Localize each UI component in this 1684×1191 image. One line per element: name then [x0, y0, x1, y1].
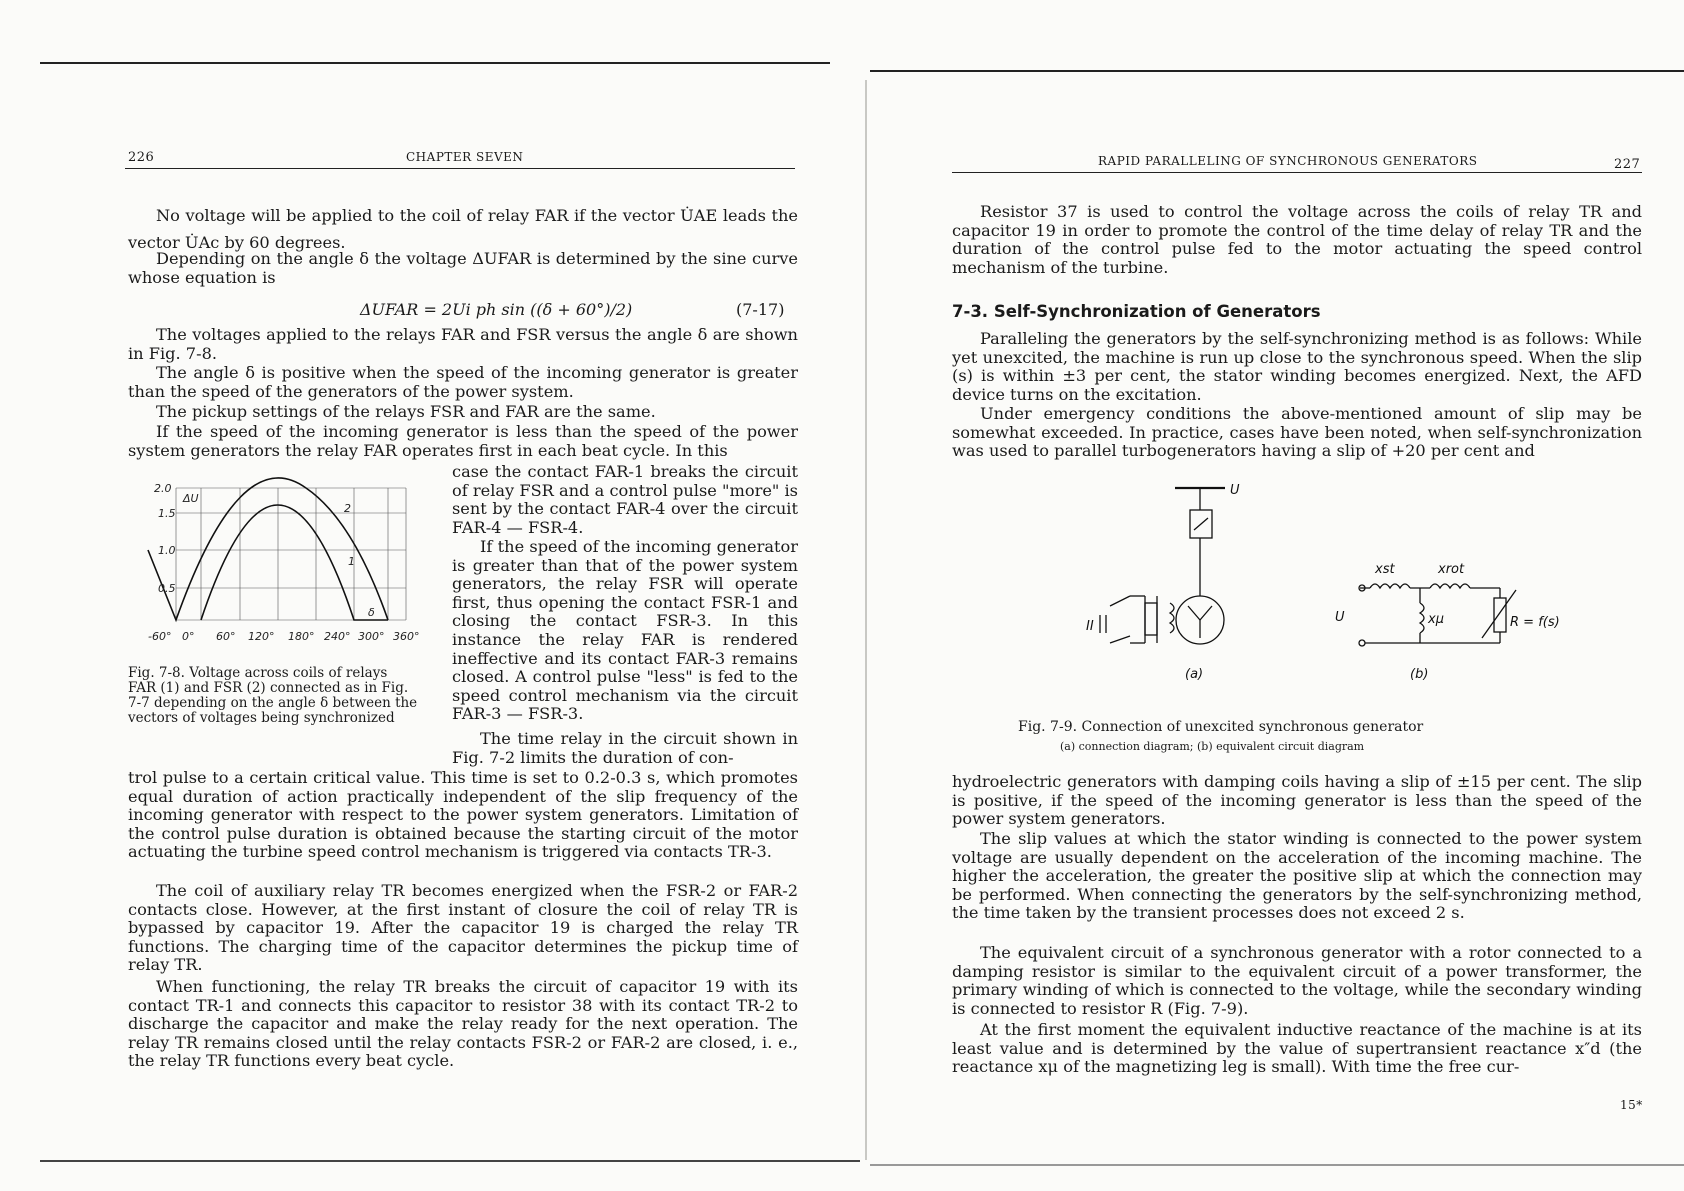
paragraph: No voltage will be applied to the coil of relay FAR if the vector U̇AE leads the vector U̇Ac by 60 degrees.	[128, 206, 798, 252]
paragraph: The voltages applied to the relays FAR and FSR versus the angle δ are shown in Fig. 7-8.	[128, 325, 798, 363]
field-resistor	[1145, 603, 1157, 635]
curve-2	[201, 505, 388, 620]
y-tick: 1.5	[158, 507, 176, 520]
paragraph: The time relay in the circuit shown in Fig. 7-2 limits the duration of con-	[452, 729, 798, 767]
label-U: U	[1230, 483, 1240, 498]
right-page	[870, 0, 1684, 1191]
switch-upper	[1110, 596, 1130, 606]
stator-reactance	[1370, 584, 1410, 588]
breaker-contact	[1194, 518, 1208, 530]
y-tick: 1.0	[158, 544, 176, 557]
paragraph: The coil of auxiliary relay TR becomes energized when the FSR-2 or FAR-2 contacts close. However, at the first instant of closure the coil of relay TR is bypassed by capacitor 19. After the capacitor 19 is charged the relay TR functions. The charging time of the capacitor determines the pickup time of relay TR.	[128, 881, 798, 975]
paragraph: Resistor 37 is used to control the voltage across the coils of relay TR and capacitor 19 in order to promote the control of the time delay of relay TR and the duration of the control pulse fed to the motor actuating the speed control mechanism of the turbine.	[952, 202, 1642, 277]
field-winding	[1170, 603, 1174, 633]
running-head-right: RAPID PARALLELING OF SYNCHRONOUS GENERATORS	[1098, 154, 1478, 168]
label-R: R = f(s)	[1510, 615, 1560, 630]
paragraph: Paralleling the generators by the self-synchronizing method is as follows: While yet unexcited, the machine is run up close to the synchronous speed. When the slip (s) is within ±3 per cent, the stator winding becomes energized. Next, the AFD device turns on the excitation.	[952, 329, 1642, 404]
paragraph: The slip values at which the stator winding is connected to the power system voltage are usually dependent on the acceleration of the incoming machine. The higher the acceleration, the greater the positive slip at which the connection may be performed. When connecting the generators by the self-synchronizing method, the time taken by the transient processes does not exceed 2 s.	[952, 829, 1642, 923]
terminal	[1359, 640, 1365, 646]
equation: ΔUFAR = 2Ui ph sin ((δ + 60°)/2)	[360, 300, 633, 319]
label-U: U	[1335, 610, 1345, 625]
y-tick: 2.0	[154, 482, 172, 495]
header-rule-right	[952, 172, 1642, 173]
paragraph: hydroelectric generators with damping coils having a slip of ±15 per cent. The slip is positive, if the speed of the incoming generator is less than the speed of the power system generators.	[952, 772, 1642, 829]
page-number-left: 226	[128, 150, 155, 165]
x-tick: 60°	[216, 630, 236, 643]
section-heading: 7-3. Self-Synchronization of Generators	[952, 302, 1321, 321]
label-xst: xst	[1375, 562, 1395, 577]
signature-mark: 15*	[1620, 1098, 1643, 1112]
running-head-left: CHAPTER SEVEN	[406, 150, 524, 164]
paragraph: The equivalent circuit of a synchronous generator with a rotor connected to a damping resistor is similar to the equivalent circuit of a power transformer, the primary winding of which is connected to the voltage, while the secondary winding is connected to resistor R (Fig. 7-9).	[952, 943, 1642, 1018]
paragraph: If the speed of the incoming generator is greater than that of the power system generators, the relay FSR will operate first, thus opening the contact FSR-1 and closing the contact FSR-3. In this instance the relay FAR is rendered ineffective and its contact FAR-3 remains closed. A control pulse "less" is fed to the speed control mechanism via the circuit FAR-3 — FSR-3.	[452, 537, 798, 724]
paragraph: The angle δ is positive when the speed of the incoming generator is greater than the speed of the generators of the power system.	[128, 363, 798, 401]
figure-subcaption-7-9: (a) connection diagram; (b) equivalent circuit diagram	[1060, 740, 1365, 753]
curve-label-2: 2	[344, 502, 351, 515]
label-II: II	[1086, 619, 1094, 634]
rotor-reactance	[1430, 584, 1470, 588]
paragraph: When functioning, the relay TR breaks the circuit of capacitor 19 with its contact TR-1 and connects this capacitor to resistor 38 with its contact TR-2 to discharge the capacitor and make the relay ready for the next operation. The relay TR remains closed until the relay contacts FSR-2 or FAR-2 are closed, i. e., the relay TR functions every beat cycle.	[128, 977, 798, 1071]
paragraph: Depending on the angle δ the voltage ΔUFAR is determined by the sine curve whose equation is	[128, 249, 798, 287]
x-tick: 180°	[288, 630, 315, 643]
figure-7-9	[1070, 478, 1560, 698]
variable-arrow	[1482, 590, 1516, 638]
curve-label-1: 1	[348, 555, 355, 568]
paragraph: If the speed of the incoming generator is less than the speed of the power system generators the relay FAR operates first in each beat cycle. In this	[128, 422, 798, 460]
switch-lower	[1110, 636, 1130, 643]
label-xmu: xμ	[1428, 612, 1444, 627]
equation-number: (7-17)	[736, 300, 785, 319]
page-number-right: 227	[1614, 157, 1641, 172]
paragraph: Under emergency conditions the above-mentioned amount of slip may be somewhat exceeded. In practice, cases have been noted, when self-synchronization was used to parallel turbogenerators having a slip of +20 per cent and	[952, 404, 1642, 461]
x-tick: -60°	[148, 630, 172, 643]
x-tick: 360°	[393, 630, 420, 643]
label-a: (a)	[1185, 667, 1204, 682]
rotor-resistor	[1494, 598, 1506, 632]
delta-label: δ	[368, 606, 375, 619]
paragraph: trol pulse to a certain critical value. This time is set to 0.2-0.3 s, which promotes equal duration of action practically independent of the slip frequency of the incoming generator with respect to the power system generators. Limitation of the control pulse duration is obtained because the starting circuit of the motor actuating the turbine speed control mechanism is triggered via contacts TR-3.	[128, 768, 798, 862]
paragraph: At the first moment the equivalent inductive reactance of the machine is at its least value and is determined by the value of supertransient reactance x″d (the reactance xμ of the magnetizing leg is small). With time the free cur-	[952, 1020, 1642, 1077]
figure-caption-7-9: Fig. 7-9. Connection of unexcited synchronous generator	[1018, 719, 1424, 735]
figure-7-8	[148, 470, 438, 655]
x-tick: 120°	[248, 630, 275, 643]
label-b: (b)	[1410, 667, 1429, 682]
x-tick: 240°	[324, 630, 351, 643]
x-tick: 300°	[358, 630, 385, 643]
figure-caption-7-8: Fig. 7-8. Voltage across coils of relays FAR (1) and FSR (2) connected as in Fig. 7-7 depending on the angle δ between the vectors of voltages being synchronized	[128, 665, 418, 726]
paragraph: The pickup settings of the relays FSR and FAR are the same.	[156, 402, 656, 421]
x-tick: 0°	[182, 630, 195, 643]
book-gutter	[865, 80, 867, 1160]
header-rule-left	[125, 168, 795, 169]
paragraph: case the contact FAR-1 breaks the circuit of relay FSR and a control pulse "more" is sent by the contact FAR-4 over the circuit FAR-4 — FSR-4.	[452, 462, 798, 537]
y-tick: 0.5	[158, 582, 176, 595]
label-xrot: xrot	[1438, 562, 1465, 577]
magnetizing-reactance	[1420, 603, 1424, 633]
y-axis-label: ΔU	[183, 492, 199, 505]
